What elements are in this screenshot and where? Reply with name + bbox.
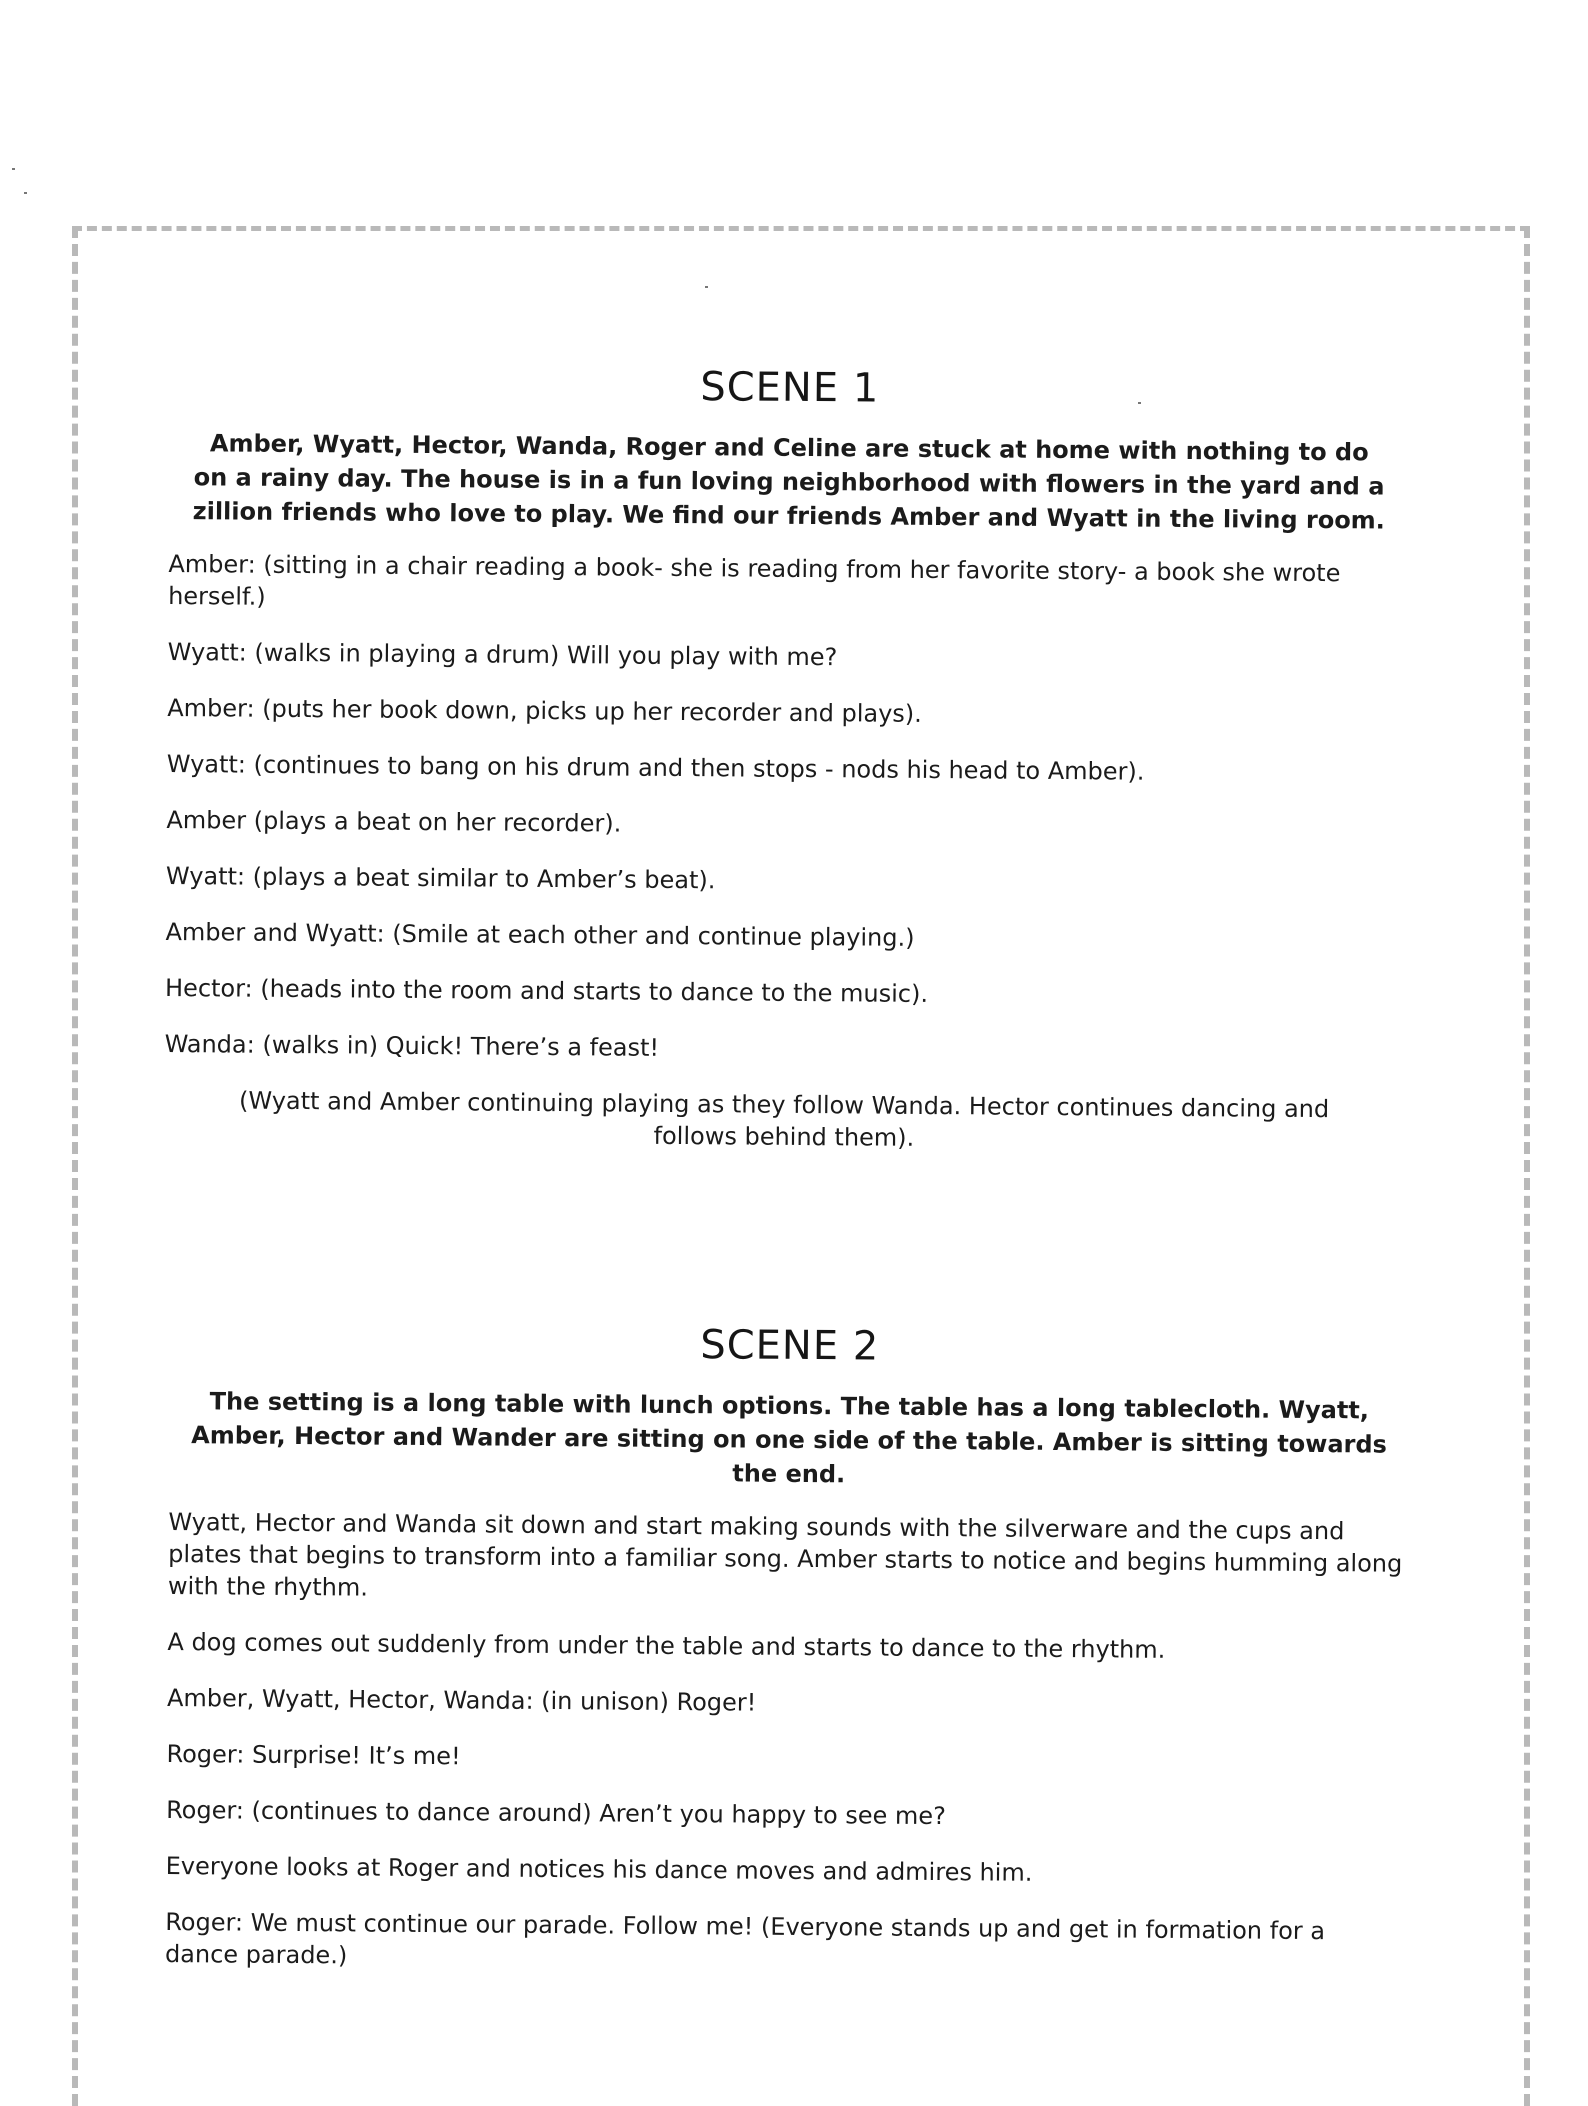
script-line: A dog comes out suddenly from under the table and starts to dance to the rhythm. [167, 1627, 1166, 1664]
scene-2 [165, 1318, 1410, 2004]
stage-direction: (Wyatt and Amber continuing playing as they follow Wanda. Hector continues dancing and follows behind them). [239, 1086, 1330, 1152]
scene-1-title: SCENE 1 [700, 364, 880, 412]
script-line: Amber: (puts her book down, picks up her recorder and plays). [167, 693, 922, 728]
script-line: Wyatt: (walks in playing a drum) Will you play with me? [167, 637, 838, 672]
script-line: Wyatt: (continues to bang on his drum and then stops - nods his head to Amber). [166, 749, 1145, 786]
script-line: Wyatt: (plays a beat similar to Amber’s beat). [165, 861, 716, 895]
script-line: Amber: (sitting in a chair reading a book- she is reading from her favorite story- a book she wrote herself.) [168, 549, 1341, 611]
scene-2-setting: The setting is a long table with lunch options. The table has a long tablecloth. Wyatt, Amber, Hector and Wander are sitting on one side of the table. Amber is sitting towards the end. [191, 1387, 1387, 1489]
scan-speck [705, 286, 708, 288]
scan-speck [24, 192, 27, 194]
scene-2-title: SCENE 2 [700, 1322, 880, 1370]
scene-1 [164, 360, 1410, 1182]
script-line: Amber and Wyatt: (Smile at each other and continue playing.) [165, 917, 915, 952]
script-line: Wyatt, Hector and Wanda sit down and start making sounds with the silverware and the cups and plates that begins to transform into a familiar song. Amber starts to notice and begins humming along with the rhythm. [167, 1507, 1403, 1602]
script-line: Wanda: (walks in) Quick! There’s a feast! [164, 1029, 660, 1062]
script-line: Amber (plays a beat on her recorder). [166, 805, 622, 838]
script-line: Roger: We must continue our parade. Follow me! (Everyone stands up and get in formation for a dance parade.) [164, 1907, 1326, 1970]
script-line: Roger: Surprise! It’s me! [166, 1739, 461, 1771]
script-line: Everyone looks at Roger and notices his dance moves and admires him. [165, 1851, 1033, 1887]
scene-1-setting: Amber, Wyatt, Hector, Wanda, Roger and Celine are stuck at home with nothing to do on a rainy day. The house is in a fun loving neighborhood with flowers in the yard and a zillion friends who love to play. We find our friends Amber and Wyatt in the living room. [192, 429, 1385, 535]
script-line: Amber, Wyatt, Hector, Wanda: (in unison) Roger! [166, 1683, 757, 1717]
scan-speck [12, 168, 15, 170]
script-line: Hector: (heads into the room and starts to dance to the music). [164, 973, 929, 1008]
script-line: Roger: (continues to dance around) Aren’t you happy to see me? [166, 1795, 946, 1831]
